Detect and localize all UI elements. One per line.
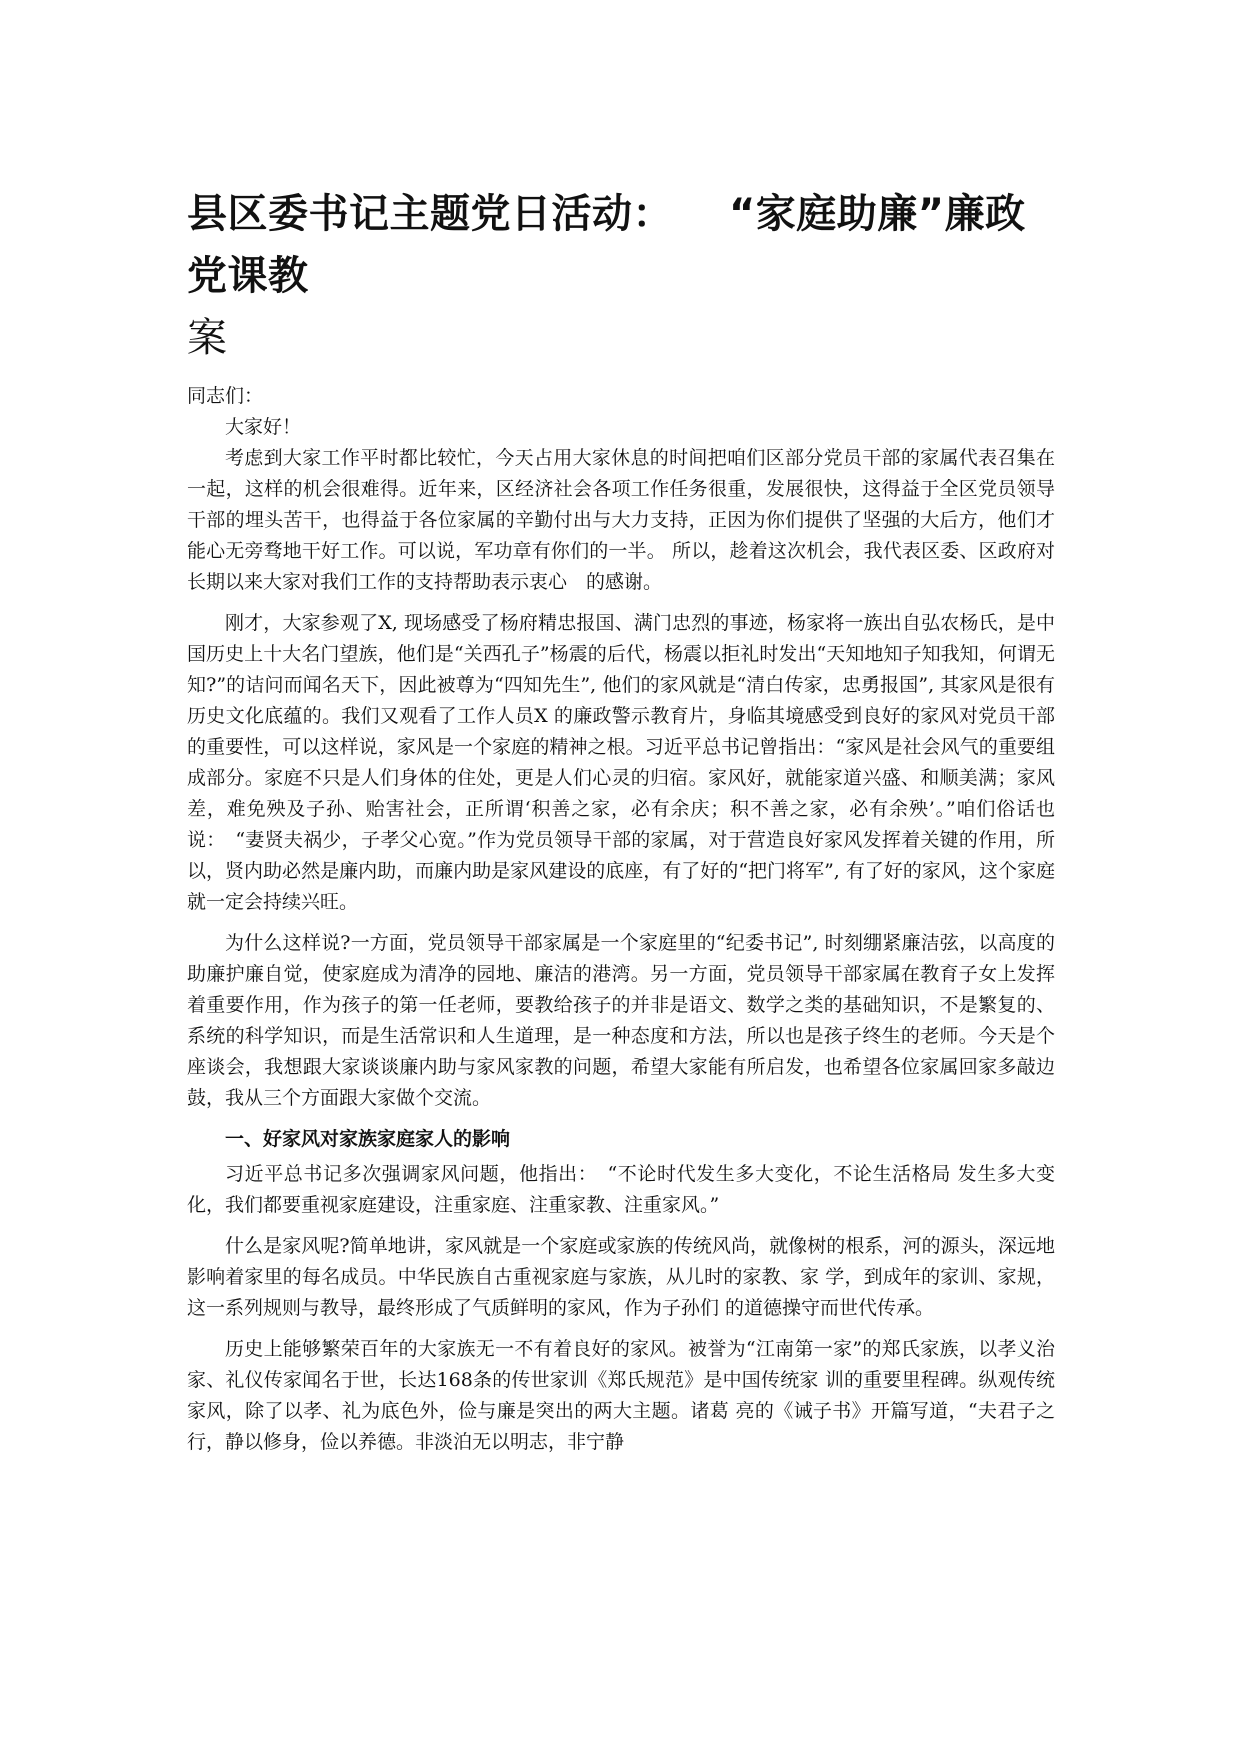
title-quote: “家庭助廉”廉政党课教 <box>187 191 1026 299</box>
paragraph-intro-1: 考虑到大家工作平时都比较忙，今天占用大家休息的时间把咱们区部分党员干部的家属代表召集在一起，这样的机会很难得。近年来，区经济社会各项工作任务很重，发展很快，这得益于全区党员领导干部的埋头苦干，也得益于各位家属的辛勤付出与大力支持，正因为你们提供了坚强的大后方，他们才能心无旁骛地干好工作。可以说，军功章有你们的一半。 所以，趁着这次机会，我代表区委、区政府对长期以来大家对我们工作的支持帮助表示衷心 的感谢。 <box>187 447 1055 593</box>
paragraph-section-1: 习近平总书记多次强调家风问题，他指出： “不论时代发生多大变化，不论生活格局 发生多大变化，我们都要重视家庭建设，注重家庭、注重家教、注重家风。” <box>187 1163 1055 1216</box>
title-main: 县区委书记主题党日活动： <box>187 191 673 237</box>
salutation: 同志们： <box>187 385 264 407</box>
document-title <box>187 183 1055 369</box>
title-tail: 案 <box>187 315 228 361</box>
document-page <box>187 183 1055 1468</box>
paragraph-section-3: 历史上能够繁荣百年的大家族无一不有着良好的家风。被誉为“江南第一家”的郑氏家族，以孝义治家、礼仪传家闻名于世，长达168条的传世家训《郑氏规范》是中国传统家 训的重要里程碑。纵观传统家风，除了以孝、礼为底色外，俭与廉是突出的两大主题。诸葛 亮的《诫子书》开篇写道，“夫君子之行，静以修身，俭以养德。非淡泊无以明志，非宁静 <box>187 1338 1055 1453</box>
section-heading: 一、好家风对家族家庭家人的影响 <box>225 1128 511 1150</box>
greeting: 大家好！ <box>225 416 302 438</box>
paragraph-intro-3: 为什么这样说?一方面，党员领导干部家属是一个家庭里的“纪委书记”, 时刻绷紧廉洁弦，以高度的助廉护廉自觉，使家庭成为清净的园地、廉洁的港湾。另一方面，党员领导干部家属在教育子女上发挥着重要作用，作为孩子的第一任老师，要教给孩子的并非是语文、数学之类的基础知识，不是繁复的、系统的科学知识，而是生活常识和人生道理，是一种态度和方法，所以也是孩子终生的老师。今天是个座谈会，我想跟大家谈谈廉内助与家风家教的问题，希望大家能有所启发，也希望各位家属回家多敲边鼓，我从三个方面跟大家做个交流。 <box>187 932 1055 1109</box>
paragraph-section-2: 什么是家风呢?简单地讲，家风就是一个家庭或家族的传统风尚，就像树的根系，河的源头，深远地影响着家里的每名成员。中华民族自古重视家庭与家族，从儿时的家教、家 学，到成年的家训、家规，这一系列规则与教导，最终形成了气质鲜明的家风，作为子孙们 的道德操守而世代传承。 <box>187 1235 1055 1319</box>
paragraph-intro-2: 刚才，大家参观了X, 现场感受了杨府精忠报国、满门忠烈的事迹，杨家将一族出自弘农杨氏，是中国历史上十大名门望族，他们是“关西孔子”杨震的后代，杨震以拒礼时发出“天知地知子知我知，何谓无知?”的诘问而闻名天下，因此被尊为“四知先生”, 他们的家风就是“清白传家，忠勇报国”, 其家风是很有历史文化底蕴的。我们又观看了工作人员X 的廉政警示教育片，身临其境感受到良好的家风对党员干部的重要性，可以这样说，家风是一个家庭的精神之根。习近平总书记曾指出：“家风是社会风气的重要组成部分。家庭不只是人们身体的住处，更是人们心灵的归宿。家风好，就能家道兴盛、和顺美满；家风差，难免殃及子孙、贻害社会，正所谓‘积善之家，必有余庆；积不善之家，必有余殃’。”咱们俗话也说： “妻贤夫祸少，子孝父心宽。”作为党员领导干部的家属，对于营造良好家风发挥着关键的作用，所以，贤内助必然是廉内助，而廉内助是家风建设的底座，有了好的“把门将军”, 有了好的家风，这个家庭就一定会持续兴旺。 <box>187 612 1055 913</box>
